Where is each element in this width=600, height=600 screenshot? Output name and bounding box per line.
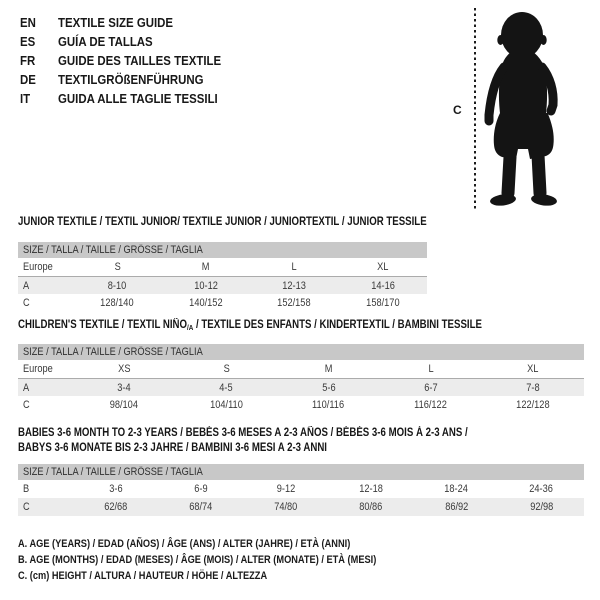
table-cell: 116/122 <box>414 398 448 411</box>
table-cell: 7-8 <box>526 381 540 394</box>
size-column-header: XL <box>527 363 539 375</box>
babies-section-title: BABIES 3-6 MONTH TO 2-3 YEARS / BEBÉS 3-6 MESES A 2-3 AÑOS / BÉBÉS 3-6 MOIS À 2-3 ANS / BABYS 3-6 MONATE BIS 2-3 JAHRE / BAMBINI 3-6 MESI A 2-3 ANNI <box>18 427 468 454</box>
height-reference-dashed-line <box>474 8 476 211</box>
table-cell: 4-5 <box>219 381 233 394</box>
language-code: IT <box>20 91 31 106</box>
table-cell: 3-6 <box>108 483 123 495</box>
row-label: A <box>23 279 30 292</box>
language-title: TEXTILE SIZE GUIDE <box>58 15 174 30</box>
table-row-c <box>18 396 584 413</box>
footnote-a: A. AGE (YEARS) / EDAD (AÑOS) / ÂGE (ANS) / ALTER (JAHRE) / ETÀ (ANNI) <box>18 538 351 550</box>
table-cell: 104/110 <box>209 398 243 411</box>
language-row-fr <box>20 51 243 70</box>
language-code: DE <box>20 72 36 87</box>
table-cell: 80/86 <box>359 501 383 513</box>
table-cell: 18-24 <box>444 483 469 495</box>
size-column-header: XL <box>377 261 389 273</box>
table-row-a <box>18 379 584 396</box>
table-row-c <box>18 294 427 311</box>
language-title: GUIDA ALLE TAGLIE TESSILI <box>58 91 218 106</box>
size-column-header: M <box>201 261 210 273</box>
table-cell: 158/170 <box>366 296 400 309</box>
language-title: GUIDE DES TAILLES TEXTILE <box>58 53 222 68</box>
table-cell: 14-16 <box>370 279 395 292</box>
size-header-bar: SIZE / TALLA / TAILLE / GRÖSSE / TAGLIA <box>18 242 427 258</box>
size-column-header: L <box>291 261 297 273</box>
language-list <box>20 13 243 108</box>
table-cell: 122/128 <box>516 398 550 411</box>
table-cell: 3-4 <box>117 381 131 394</box>
row-label: C <box>23 296 30 309</box>
language-title: GUÍA DE TALLAS <box>58 34 153 49</box>
language-code: ES <box>20 34 36 49</box>
table-header-row <box>18 258 427 277</box>
table-cell: 140/152 <box>189 296 223 309</box>
row-label: C <box>23 398 30 411</box>
table-row-c <box>18 498 584 516</box>
table-cell: 5-6 <box>321 381 336 394</box>
size-header-bar: SIZE / TALLA / TAILLE / GRÖSSE / TAGLIA <box>18 464 584 480</box>
language-code: FR <box>20 53 36 68</box>
table-cell: 128/140 <box>100 296 134 309</box>
footnote-legend <box>18 536 445 584</box>
table-cell: 92/98 <box>529 501 554 513</box>
language-title: TEXTILGRÖßENFÜHRUNG <box>58 72 204 87</box>
children-section-title: CHILDREN'S TEXTILE / TEXTIL $NIÑO_{/A}$ / TEXTILE DES ENFANTS / KINDERTEXTIL / BAMBINI TESSILE <box>18 319 482 332</box>
size-column-header: XS <box>117 363 131 375</box>
table-cell: 152/158 <box>277 296 311 309</box>
size-column-header: S <box>223 363 230 375</box>
size-column-header: L <box>428 363 434 375</box>
junior-size-table <box>18 242 427 311</box>
size-column-header: M <box>324 363 333 375</box>
children-size-table <box>18 344 584 413</box>
region-header-cell: Europe <box>23 261 53 273</box>
language-row-it <box>20 89 243 108</box>
baby-silhouette-icon <box>484 9 566 209</box>
table-row-b <box>18 480 584 498</box>
table-cell: 9-12 <box>276 483 296 495</box>
table-header-row <box>18 360 584 379</box>
junior-section-title: JUNIOR TEXTILE / TEXTIL JUNIOR/ TEXTILE JUNIOR / JUNIORTEXTIL / JUNIOR TESSILE <box>18 216 427 228</box>
table-cell: 86/92 <box>444 501 468 513</box>
table-cell: 12-18 <box>359 483 383 495</box>
table-cell: 62/68 <box>104 501 128 513</box>
language-row-en <box>20 13 243 32</box>
row-label: B <box>23 483 30 495</box>
babies-size-table <box>18 464 584 516</box>
size-column-header: S <box>114 261 121 273</box>
table-cell: 8-10 <box>107 279 127 292</box>
table-cell: 68/74 <box>189 501 213 513</box>
table-cell: 6-9 <box>194 483 208 495</box>
table-cell: 12-13 <box>282 279 307 292</box>
region-header-cell: Europe <box>23 363 53 375</box>
size-header-bar: SIZE / TALLA / TAILLE / GRÖSSE / TAGLIA <box>18 344 584 360</box>
row-label: C <box>23 501 30 513</box>
language-row-es <box>20 32 243 51</box>
footnote-c: C. (cm) HEIGHT / ALTURA / HAUTEUR / HÖHE / ALTEZZA <box>18 570 268 582</box>
table-row-a <box>18 277 427 294</box>
height-measure-label: C <box>453 103 462 117</box>
table-cell: 74/80 <box>274 501 298 513</box>
subscript-text: /A <box>187 323 194 332</box>
language-row-de <box>20 70 243 89</box>
table-cell: 6-7 <box>424 381 438 394</box>
table-cell: 24-36 <box>529 483 554 495</box>
table-cell: 10-12 <box>193 279 218 292</box>
table-cell: 110/116 <box>312 398 345 411</box>
table-cell: 98/104 <box>109 398 139 411</box>
language-code: EN <box>20 15 36 30</box>
row-label: A <box>23 381 30 394</box>
footnote-b: B. AGE (MONTHS) / EDAD (MESES) / ÂGE (MOIS) / ALTER (MONATE) / ETÀ (MESI) <box>18 554 377 566</box>
